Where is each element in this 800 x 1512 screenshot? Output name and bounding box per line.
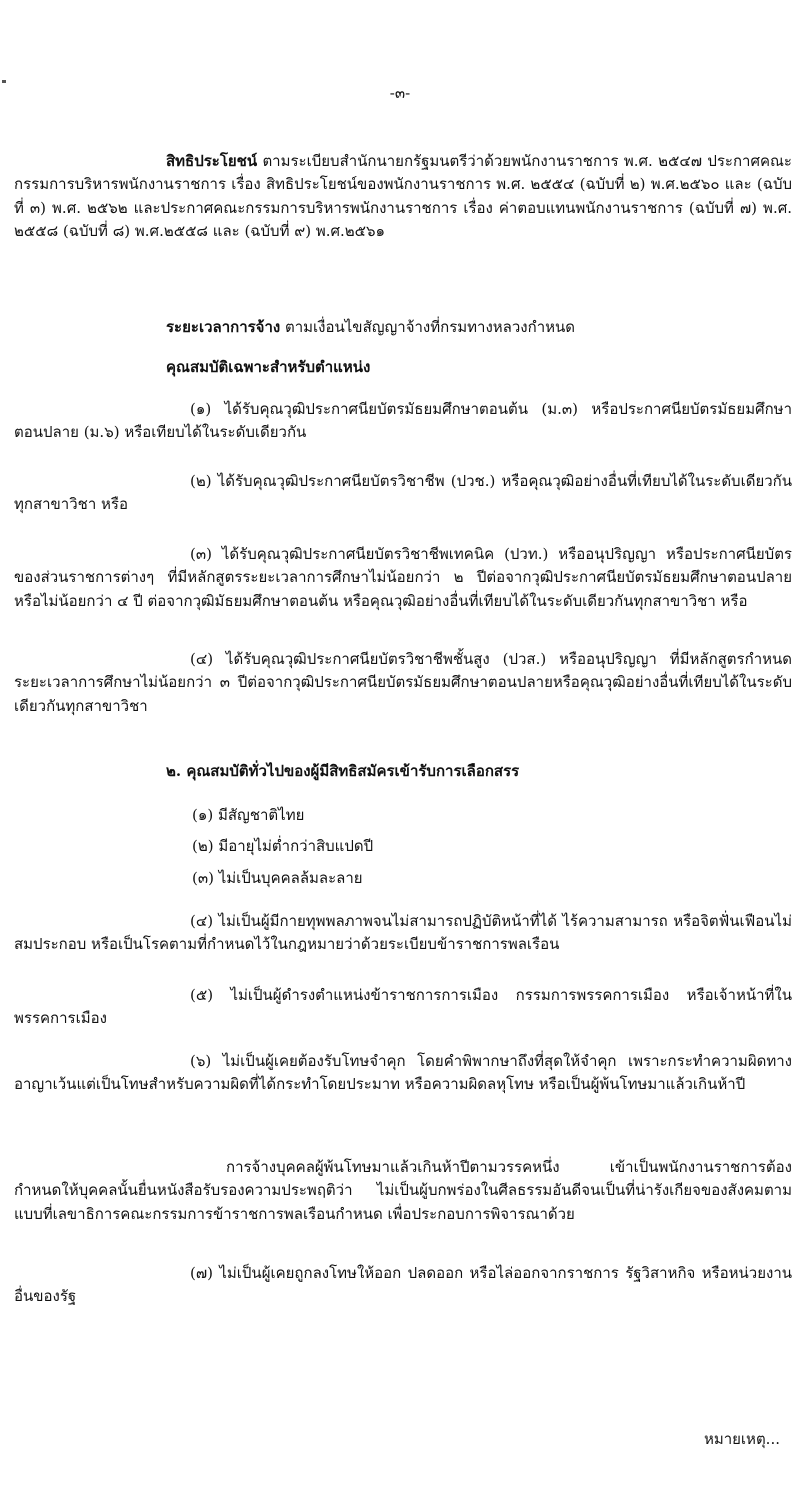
general-item-5-text: (๕) ไม่เป็นผู้ดำรงตำแหน่งข้าราชการการเมือง กรรมการพรรคการเมือง หรือเจ้าหน้าที่ในพรรคการเมือง — [14, 986, 792, 1028]
specific-item-2-text: (๒) ได้รับคุณวุฒิประกาศนียบัตรวิชาชีพ (ปวช.) หรือคุณวุฒิอย่างอื่นที่เทียบได้ในระดับเดียวกันทุกสาขาวิชา หรือ — [14, 472, 792, 514]
general-item-6-text: (๖) ไม่เป็นผู้เคยต้องรับโทษจำคุก โดยคำพิพากษาถึงที่สุดให้จำคุก เพราะกระทำความผิดทางอาญาเว้นแต่เป็นโทษสำหรับความผิดที่ได้กระทำโดยประมาท หรือความผิดลหุโทษ หรือเป็นผู้พ้นโทษมาแล้วเกินห้าปี — [14, 1052, 792, 1094]
specific-item-1-text: (๑) ได้รับคุณวุฒิประกาศนียบัตรมัธยมศึกษาตอนต้น (ม.๓) หรือประกาศนียบัตรมัธยมศึกษาตอนปลาย (ม.๖) หรือเทียบได้ในระดับเดียวกัน — [14, 400, 792, 442]
general-item-7-text: (๗) ไม่เป็นผู้เคยถูกลงโทษให้ออก ปลดออก หรือไล่ออกจากราชการ รัฐวิสาหกิจ หรือหน่วยงานอื่นของรัฐ — [14, 1264, 792, 1306]
page-number: -๓- — [389, 84, 411, 102]
benefits-text: ตามระเบียบสำนักนายกรัฐมนตรีว่าด้วยพนักงานราชการ พ.ศ. ๒๕๔๗ ประกาศคณะกรรมการบริหารพนักงานราชการ เรื่อง สิทธิประโยชน์ของพนักงานราชการ พ.ศ. ๒๕๕๔ (ฉบับที่ ๒) พ.ศ.๒๕๖๐ และ (ฉบับที่ ๓) พ.ศ. ๒๕๖๒ และประกาศคณะกรรมการบริหารพนักงานราชการ เรื่อง ค่าตอบแทนพนักงานราชการ (ฉบับที่ ๗) พ.ศ. ๒๕๕๘ (ฉบับที่ ๘) พ.ศ.๒๕๕๘ และ (ฉบับที่ ๙) พ.ศ.๒๕๖๑ — [14, 152, 792, 240]
general-item-1: (๑) มีสัญชาติไทย — [192, 806, 305, 824]
specific-item-4 — [14, 648, 792, 718]
footer-note: หมายเหตุ... — [703, 1430, 780, 1448]
specific-qualifications-heading — [14, 356, 792, 379]
general-item-6-note — [14, 1156, 792, 1226]
general-item-4 — [14, 910, 792, 957]
general-qualifications-title: ๒. คุณสมบัติทั่วไปของผู้มีสิทธิสมัครเข้ารับการเลือกสรร — [166, 762, 520, 780]
specific-item-3 — [14, 543, 792, 613]
general-item-3: (๓) ไม่เป็นบุคคลล้มละลาย — [192, 868, 363, 887]
general-item-6 — [14, 1050, 792, 1097]
benefits-label: สิทธิประโยชน์ — [166, 152, 258, 170]
general-short-items — [14, 804, 792, 890]
general-qualifications-heading — [14, 760, 792, 783]
duration-label: ระยะเวลาการจ้าง — [166, 318, 281, 336]
general-item-2: (๒) มีอายุไม่ต่ำกว่าสิบแปดปี — [192, 837, 374, 856]
specific-item-4-text: (๔) ได้รับคุณวุฒิประกาศนียบัตรวิชาชีพชั้นสูง (ปวส.) หรืออนุปริญญา ที่มีหลักสูตรกำหนดระยะเวลาการศึกษาไม่น้อยกว่า ๓ ปีต่อจากวุฒิประกาศนียบัตรมัธยมศึกษาตอนปลายหรือคุณวุฒิอย่างอื่นที่เทียบได้ในระดับเดียวกันทุกสาขาวิชา — [14, 650, 792, 715]
specific-item-3-text: (๓) ได้รับคุณวุฒิประกาศนียบัตรวิชาชีพเทคนิค (ปวท.) หรืออนุปริญญา หรือประกาศนียบัตรของส่วนราชการต่างๆ ที่มีหลักสูตรระยะเวลาการศึกษาไม่น้อยกว่า ๒ ปีต่อจากวุฒิประกาศนียบัตรมัธยมศึกษาตอนปลายหรือไม่น้อยกว่า ๔ ปี ต่อจากวุฒิมัธยมศึกษาตอนต้น หรือคุณวุฒิอย่างอื่นที่เทียบได้ในระดับเดียวกันทุกสาขาวิชา หรือ — [14, 545, 792, 610]
duration-paragraph — [14, 316, 792, 339]
duration-text: ตามเงื่อนไขสัญญาจ้างที่กรมทางหลวงกำหนด — [280, 318, 576, 336]
specific-qualifications-title: คุณสมบัติเฉพาะสำหรับตำแหน่ง — [166, 358, 371, 376]
general-item-7 — [14, 1262, 792, 1309]
specific-item-1 — [14, 398, 792, 445]
general-item-5 — [14, 984, 792, 1031]
benefits-paragraph — [14, 150, 792, 243]
general-item-4-text: (๔) ไม่เป็นผู้มีกายทุพพลภาพจนไม่สามารถปฏิบัติหน้าที่ได้ ไร้ความสามารถ หรือจิตฟั่นเฟือนไม่สมประกอบ หรือเป็นโรคตามที่กำหนดไว้ในกฎหมายว่าด้วยระเบียบข้าราชการพลเรือน — [14, 912, 792, 954]
specific-item-2 — [14, 470, 792, 517]
general-item-6-note-text: การจ้างบุคคลผู้พ้นโทษมาแล้วเกินห้าปีตามวรรคหนึ่ง เข้าเป็นพนักงานราชการต้องกำหนดให้บุคคลนั้นยื่นหนังสือรับรองความประพฤติว่า ไม่เป็นผู้บกพร่องในศีลธรรมอันดีจนเป็นที่น่ารังเกียจของสังคมตามแบบที่เลขาธิการคณะกรรมการข้าราชการพลเรือนกำหนด เพื่อประกอบการพิจารณาด้วย — [14, 1158, 792, 1223]
